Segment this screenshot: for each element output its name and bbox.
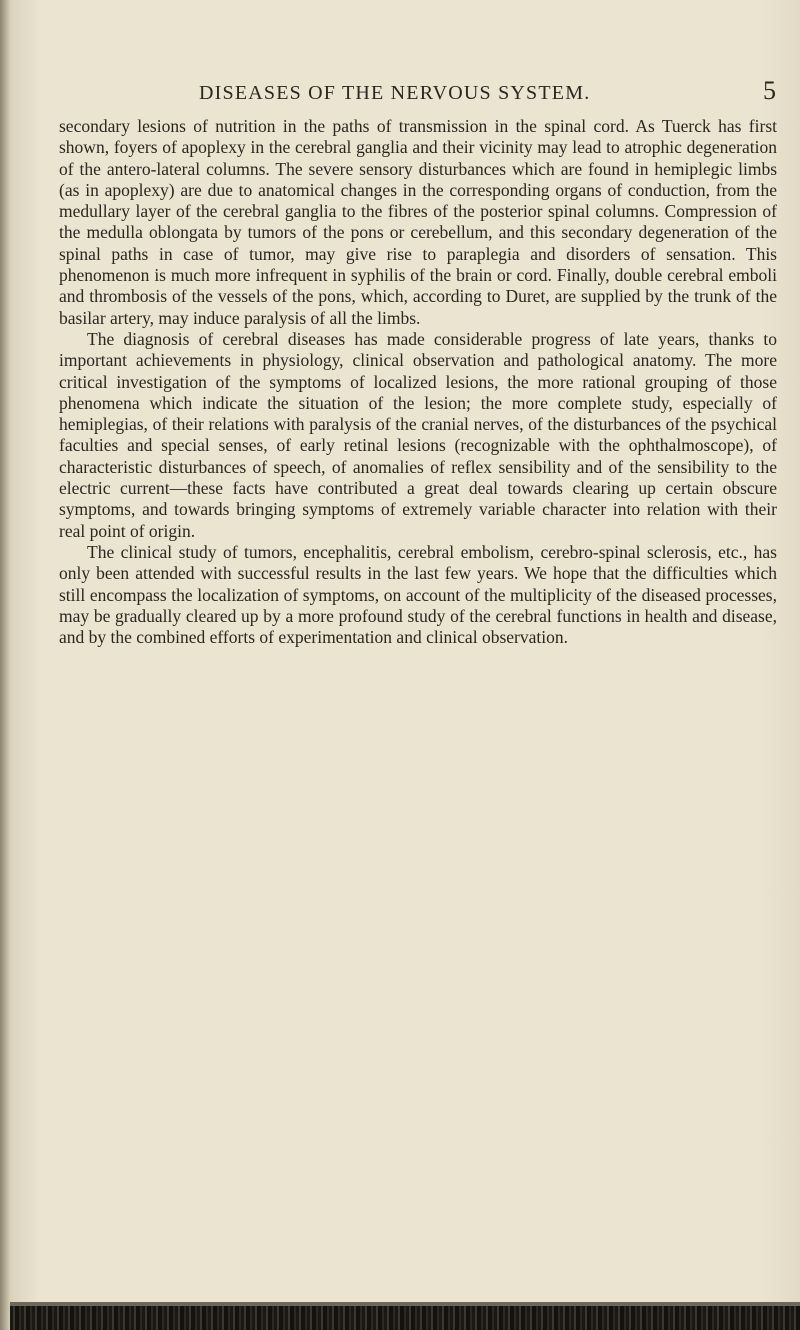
scan-edge-band	[10, 1302, 800, 1330]
paragraph-diagnosis: The diagnosis of cerebral diseases has made considerable progress of late years, thanks to important achievements in physiology, clinical observation and pathological anatomy. The more critical investigation of the symptoms of localized lesions, the more rational grouping of those phenomena which indicate the situation of the lesion; the more complete study, especially of hemiplegias, of their relations with paralysis of the cranial nerves, of the disturbances of the psychical faculties and special senses, of early retinal lesions (recognizable with the ophthalmoscope), of characteristic disturbances of speech, of anomalies of reflex sensibility and of the sensibility to the electric current—these facts have contributed a great deal towards clearing up certain obscure symptoms, and towards bringing symptoms of extremely variable character into relation with their real point of origin.	[59, 328, 777, 541]
paragraph-clinical-study: The clinical study of tumors, encephalitis, cerebral embolism, cerebro-spinal sclerosis, etc., has only been attended with successful results in the last few years. We hope that the difficulties which still encompass the localization of symptoms, on account of the multiplicity of the diseased processes, may be gradually cleared up by a more profound study of the cerebral functions in health and disease, and by the combined efforts of experimentation and clinical observation.	[59, 541, 777, 648]
page-header	[60, 76, 776, 116]
paragraph-continuation: secondary lesions of nutrition in the paths of transmission in the spinal cord. As Tuerck has first shown, foyers of apoplexy in the cerebral ganglia and their vicinity may lead to atrophic degeneration of the antero-lateral columns. The severe sensory disturbances which are found in hemiplegic limbs (as in apoplexy) are due to anatomical changes in the corresponding organs of conduction, from the medullary layer of the cerebral ganglia to the fibres of the posterior spinal columns. Compression of the medulla oblongata by tumors of the pons or cerebellum, and this secondary degeneration of the spinal paths in case of tumor, may give rise to paraplegia and disorders of sensation. This phenomenon is much more infrequent in syphilis of the brain or cord. Finally, double cerebral emboli and thrombosis of the vessels of the pons, which, according to Duret, are supplied by the trunk of the basilar artery, may induce paralysis of all the limbs.	[59, 116, 777, 328]
running-head: DISEASES OF THE NERVOUS SYSTEM.	[199, 82, 591, 104]
spine-shadow	[0, 0, 10, 1330]
page-number: 5	[763, 76, 776, 105]
body-text	[59, 116, 777, 648]
